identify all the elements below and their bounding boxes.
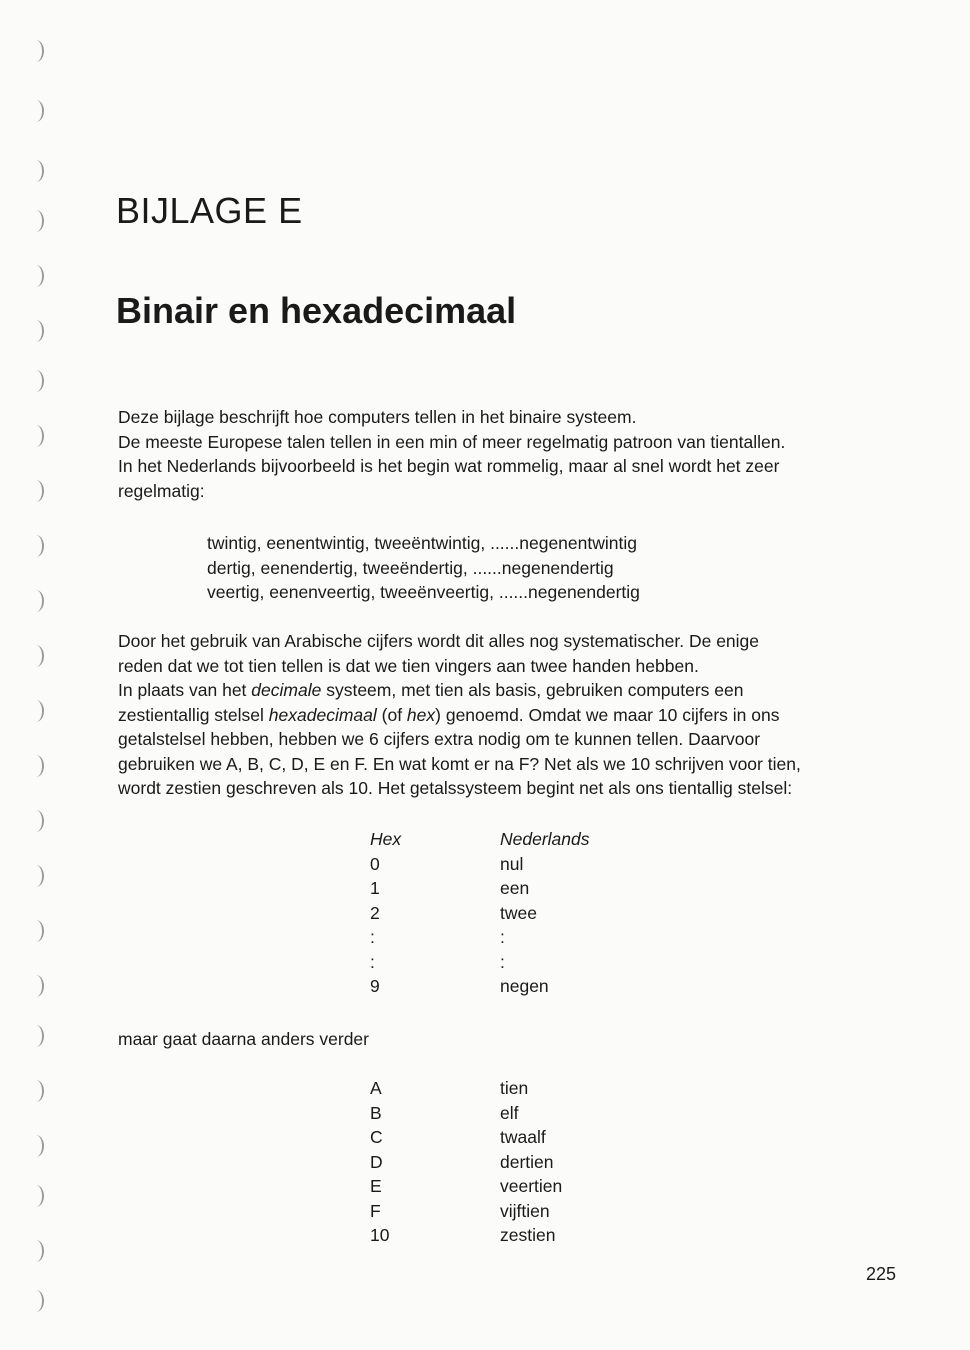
table-row bbox=[370, 876, 700, 901]
text-span: systeem, met tien als basis, gebruiken computers een bbox=[321, 680, 744, 700]
binding-hole bbox=[28, 1135, 44, 1157]
hex-cell: 10 bbox=[370, 1225, 390, 1245]
binding-hole bbox=[28, 40, 44, 62]
table-row bbox=[370, 1125, 700, 1150]
binding-hole bbox=[28, 535, 44, 557]
table-row bbox=[370, 1223, 700, 1248]
binding-holes bbox=[10, 30, 50, 1330]
example-line: twintig, eenentwintig, tweeëntwintig, ......negenentwintig bbox=[207, 533, 637, 553]
nl-cell: twee bbox=[500, 902, 537, 923]
nl-cell: nul bbox=[500, 853, 524, 874]
table-row bbox=[370, 1174, 700, 1199]
nl-cell: negen bbox=[500, 976, 549, 996]
binding-hole bbox=[28, 755, 44, 777]
hex-cell: A bbox=[370, 1078, 382, 1098]
table-header-row bbox=[370, 827, 700, 852]
nl-cell: : bbox=[500, 927, 505, 947]
binding-hole bbox=[28, 370, 44, 392]
text-span: ) genoemd. Omdat we maar 10 cijfers in ons bbox=[435, 704, 780, 725]
table-row bbox=[370, 901, 700, 926]
text-span: zestientallig stelsel bbox=[118, 704, 269, 725]
hex-cell: E bbox=[370, 1176, 382, 1196]
nl-cell: een bbox=[500, 878, 530, 898]
hex-table-1 bbox=[370, 827, 700, 999]
text-line bbox=[118, 678, 888, 703]
hex-cell: 9 bbox=[370, 976, 380, 996]
between-text: maar gaat daarna anders verder bbox=[118, 1029, 369, 1049]
hex-table-2 bbox=[370, 1076, 700, 1248]
example-line: dertig, eenendertig, tweeëndertig, ......negenendertig bbox=[207, 557, 614, 578]
binding-hole bbox=[28, 865, 44, 887]
binding-hole bbox=[28, 425, 44, 447]
emphasis-text: hexadecimaal bbox=[268, 704, 377, 725]
binding-hole bbox=[28, 645, 44, 667]
table-row bbox=[370, 925, 700, 950]
table-row bbox=[370, 1150, 700, 1175]
binding-hole bbox=[28, 1025, 44, 1047]
text-span: In plaats van het bbox=[118, 680, 252, 700]
column-header-hex: Hex bbox=[370, 829, 402, 849]
binding-hole bbox=[28, 1240, 44, 1262]
text-line: Door het gebruik van Arabische cijfers wordt dit alles nog systematischer. De enige bbox=[118, 631, 760, 651]
hex-cell: 1 bbox=[370, 878, 380, 898]
table-row bbox=[370, 852, 700, 877]
hex-cell: B bbox=[370, 1102, 382, 1123]
emphasis-text: hex bbox=[406, 704, 436, 725]
hex-cell: C bbox=[370, 1127, 383, 1147]
binding-hole bbox=[28, 700, 44, 722]
binding-hole bbox=[28, 590, 44, 612]
hex-cell: F bbox=[370, 1200, 381, 1221]
binding-hole bbox=[28, 160, 44, 182]
text-line: getalstelsel hebben, hebben we 6 cijfers extra nodig om te kunnen tellen. Daarvoor bbox=[118, 729, 761, 749]
text-span: (of bbox=[376, 704, 407, 725]
binding-hole bbox=[28, 810, 44, 832]
nl-cell: : bbox=[500, 951, 505, 972]
chapter-label: BIJLAGE E bbox=[116, 190, 303, 231]
hex-cell: 0 bbox=[370, 853, 380, 874]
hex-cell: 2 bbox=[370, 902, 380, 923]
intro-paragraph bbox=[118, 405, 888, 503]
table-row bbox=[370, 950, 700, 975]
nl-cell: veertien bbox=[500, 1176, 563, 1196]
table-row bbox=[370, 1199, 700, 1224]
binding-hole bbox=[28, 1290, 44, 1312]
nl-cell: elf bbox=[500, 1102, 519, 1123]
text-line: De meeste Europese talen tellen in een min of meer regelmatig patroon van tientallen. bbox=[118, 431, 786, 452]
binding-hole bbox=[28, 480, 44, 502]
nl-cell: twaalf bbox=[500, 1127, 546, 1147]
example-line: veertig, eenenveertig, tweeënveertig, ......negenendertig bbox=[207, 582, 640, 602]
page-number: 225 bbox=[866, 1264, 897, 1284]
binding-hole bbox=[28, 920, 44, 942]
binding-hole bbox=[28, 320, 44, 342]
binding-hole bbox=[28, 265, 44, 287]
binding-hole bbox=[28, 1185, 44, 1207]
text-line: Deze bijlage beschrijft hoe computers tellen in het binaire systeem. bbox=[118, 407, 637, 427]
text-line: gebruiken we A, B, C, D, E en F. En wat komt er na F? Net als we 10 schrijven voor tien, bbox=[118, 753, 801, 774]
nl-cell: zestien bbox=[500, 1225, 556, 1245]
binding-hole bbox=[28, 975, 44, 997]
text-line: In het Nederlands bijvoorbeeld is het begin wat rommelig, maar al snel wordt het zeer bbox=[118, 456, 780, 476]
text-line bbox=[118, 703, 888, 728]
nl-cell: dertien bbox=[500, 1151, 554, 1172]
hex-cell: D bbox=[370, 1151, 383, 1172]
text-line: wordt zestien geschreven als 10. Het getalssysteem begint net als ons tientallig stelsel: bbox=[118, 778, 793, 798]
body-paragraph bbox=[118, 629, 888, 801]
table-row bbox=[370, 1101, 700, 1126]
page-title: Binair en hexadecimaal bbox=[116, 290, 517, 331]
examples-block bbox=[207, 531, 640, 605]
hex-cell: : bbox=[370, 951, 375, 972]
table-row bbox=[370, 974, 700, 999]
column-header-nl: Nederlands bbox=[500, 829, 590, 849]
binding-hole bbox=[28, 210, 44, 232]
nl-cell: tien bbox=[500, 1078, 529, 1098]
binding-hole bbox=[28, 100, 44, 122]
emphasis-text: decimale bbox=[251, 680, 322, 700]
hex-cell: : bbox=[370, 927, 375, 947]
text-line: reden dat we tot tien tellen is dat we tien vingers aan twee handen hebben. bbox=[118, 655, 699, 676]
nl-cell: vijftien bbox=[500, 1200, 550, 1221]
binding-hole bbox=[28, 1080, 44, 1102]
table-row bbox=[370, 1076, 700, 1101]
text-line: regelmatig: bbox=[118, 480, 205, 501]
